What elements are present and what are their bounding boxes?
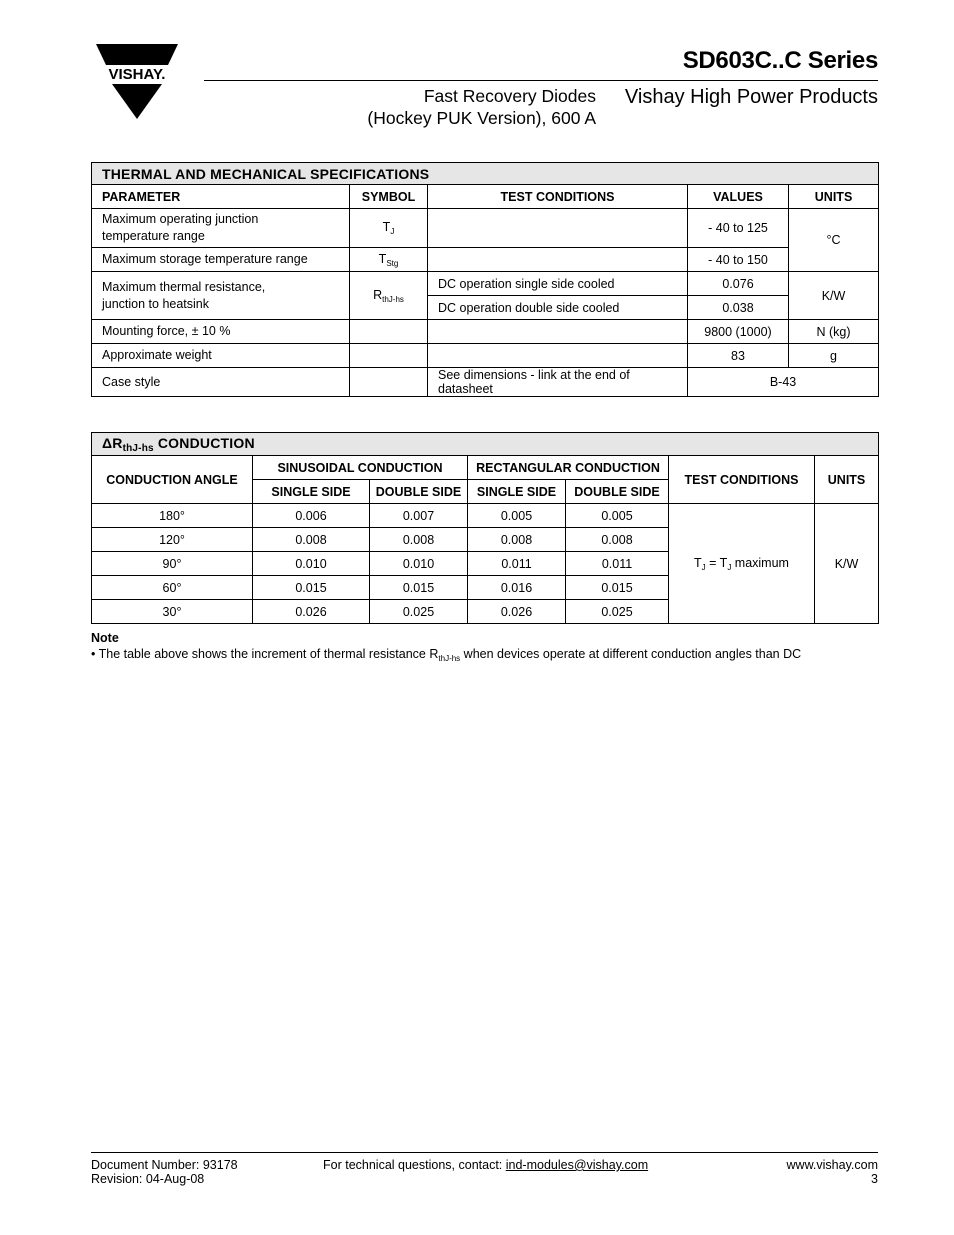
table-row bbox=[92, 504, 879, 528]
value-cell: 0.016 bbox=[468, 576, 566, 600]
param-cell: Case style bbox=[92, 368, 350, 397]
note-heading: Note bbox=[91, 631, 119, 645]
empty-cell bbox=[428, 248, 688, 272]
conduction-table-title bbox=[92, 433, 879, 456]
unit-cell: K/W bbox=[815, 504, 879, 624]
footer-contact bbox=[323, 1158, 648, 1172]
value-cell: 0.026 bbox=[468, 600, 566, 624]
value-cell: 0.005 bbox=[566, 504, 669, 528]
value-cell: 0.076 bbox=[688, 272, 789, 296]
value-cell: 0.025 bbox=[566, 600, 669, 624]
col-sin-single: SINGLE SIDE bbox=[253, 480, 370, 504]
unit-cell: °C bbox=[789, 209, 879, 272]
param-line: temperature range bbox=[102, 229, 205, 243]
symbol-cell bbox=[350, 272, 428, 320]
col-values: VALUES bbox=[688, 185, 789, 209]
footer-rule bbox=[91, 1152, 878, 1153]
note-text bbox=[91, 647, 801, 663]
col-rect-double: DOUBLE SIDE bbox=[566, 480, 669, 504]
angle-cell: 30° bbox=[92, 600, 253, 624]
test-end: maximum bbox=[731, 555, 789, 570]
param-line: Maximum thermal resistance, bbox=[102, 279, 266, 294]
unit-cell: K/W bbox=[789, 272, 879, 320]
symbol-main: R bbox=[373, 287, 383, 302]
test-sub: J bbox=[727, 562, 732, 572]
footer-left bbox=[91, 1158, 238, 1186]
symbol-sub: Stg bbox=[386, 258, 399, 268]
col-rectangular: RECTANGULAR CONDUCTION bbox=[468, 456, 669, 480]
col-conduction-angle: CONDUCTION ANGLE bbox=[92, 456, 253, 504]
thermal-table-title: THERMAL AND MECHANICAL SPECIFICATIONS bbox=[92, 163, 879, 185]
header-rule bbox=[204, 80, 878, 81]
brand-line: Vishay High Power Products bbox=[624, 86, 878, 108]
contact-prefix: For technical questions, contact: bbox=[323, 1158, 506, 1172]
value-cell: 0.015 bbox=[253, 576, 370, 600]
value-cell: 0.038 bbox=[688, 296, 789, 320]
col-sin-double: DOUBLE SIDE bbox=[370, 480, 468, 504]
col-parameter: PARAMETER bbox=[92, 185, 350, 209]
empty-cell bbox=[350, 368, 428, 397]
empty-cell bbox=[350, 344, 428, 368]
value-cell: 0.007 bbox=[370, 504, 468, 528]
note-end: when devices operate at different conduction angles than DC bbox=[460, 647, 802, 661]
title-sub: thJ-hs bbox=[122, 442, 154, 454]
conduction-table bbox=[91, 432, 879, 624]
col-test-conditions: TEST CONDITIONS bbox=[669, 456, 815, 504]
value-cell: 0.008 bbox=[253, 528, 370, 552]
value-cell: 0.011 bbox=[468, 552, 566, 576]
value-cell: 0.026 bbox=[253, 600, 370, 624]
symbol-sub: thJ-hs bbox=[382, 294, 404, 304]
col-rect-single: SINGLE SIDE bbox=[468, 480, 566, 504]
value-cell: 0.005 bbox=[468, 504, 566, 528]
test-sub: J bbox=[701, 562, 706, 572]
angle-cell: 60° bbox=[92, 576, 253, 600]
series-title: SD603C..C Series bbox=[682, 47, 878, 74]
document-number: Document Number: 93178 bbox=[91, 1158, 238, 1172]
value-cell: 0.015 bbox=[566, 576, 669, 600]
subtitle-line-2: (Hockey PUK Version), 600 A bbox=[367, 108, 596, 128]
subtitle-line-1: Fast Recovery Diodes bbox=[423, 86, 596, 106]
param-cell: Maximum storage temperature range bbox=[92, 248, 350, 272]
value-cell: B-43 bbox=[688, 368, 879, 397]
empty-cell bbox=[428, 209, 688, 248]
test-sym: T bbox=[694, 555, 702, 570]
angle-cell: 120° bbox=[92, 528, 253, 552]
col-symbol: SYMBOL bbox=[350, 185, 428, 209]
page-number: 3 bbox=[871, 1172, 878, 1186]
contact-email-link[interactable]: ind-modules@vishay.com bbox=[505, 1158, 649, 1172]
condition-cell: DC operation single side cooled bbox=[428, 272, 688, 296]
param-cell: Approximate weight bbox=[92, 344, 350, 368]
value-cell: 0.008 bbox=[468, 528, 566, 552]
footer-right bbox=[787, 1158, 878, 1186]
title-prefix: ΔR bbox=[102, 434, 123, 451]
col-units: UNITS bbox=[815, 456, 879, 504]
empty-cell bbox=[350, 320, 428, 344]
value-cell: 0.008 bbox=[566, 528, 669, 552]
thermal-mechanical-table bbox=[91, 162, 879, 397]
col-sinusoidal: SINUSOIDAL CONDUCTION bbox=[253, 456, 468, 480]
unit-cell: N (kg) bbox=[789, 320, 879, 344]
param-line: junction to heatsink bbox=[102, 296, 210, 311]
revision: Revision: 04-Aug-08 bbox=[91, 1172, 205, 1186]
table-row bbox=[92, 320, 879, 344]
col-test-conditions: TEST CONDITIONS bbox=[428, 185, 688, 209]
test-mid: = T bbox=[705, 555, 728, 570]
value-cell: - 40 to 125 bbox=[688, 209, 789, 248]
param-cell: Mounting force, ± 10 % bbox=[92, 320, 350, 344]
value-cell: 0.015 bbox=[370, 576, 468, 600]
value-cell: 0.010 bbox=[370, 552, 468, 576]
symbol-cell bbox=[350, 248, 428, 272]
symbol-main: T bbox=[382, 220, 391, 234]
angle-cell: 180° bbox=[92, 504, 253, 528]
table-row bbox=[92, 344, 879, 368]
conduction-header-row bbox=[92, 456, 879, 480]
website-link[interactable]: www.vishay.com bbox=[786, 1158, 878, 1172]
value-cell: 9800 (1000) bbox=[688, 320, 789, 344]
product-subtitle bbox=[330, 85, 596, 129]
logo-text: VISHAY. bbox=[108, 66, 166, 83]
symbol-cell bbox=[350, 209, 428, 248]
empty-cell bbox=[428, 344, 688, 368]
unit-cell: g bbox=[789, 344, 879, 368]
value-cell: 0.025 bbox=[370, 600, 468, 624]
angle-cell: 90° bbox=[92, 552, 253, 576]
table-row bbox=[92, 248, 879, 272]
condition-cell: DC operation double side cooled bbox=[428, 296, 688, 320]
value-cell: 0.010 bbox=[253, 552, 370, 576]
thermal-header-row bbox=[92, 185, 879, 209]
symbol-main: T bbox=[378, 251, 387, 266]
symbol-sub: J bbox=[390, 227, 395, 236]
value-cell: 83 bbox=[688, 344, 789, 368]
vishay-logo bbox=[90, 44, 184, 120]
empty-cell bbox=[428, 320, 688, 344]
param-cell bbox=[92, 272, 350, 320]
value-cell: 0.008 bbox=[370, 528, 468, 552]
value-cell: - 40 to 150 bbox=[688, 248, 789, 272]
note-start: • The table above shows the increment of thermal resistance R bbox=[91, 647, 439, 661]
note-sub: thJ-hs bbox=[438, 654, 461, 663]
col-units: UNITS bbox=[789, 185, 879, 209]
title-suffix: CONDUCTION bbox=[153, 434, 255, 451]
param-cell bbox=[92, 209, 350, 248]
param-line: Maximum operating junction bbox=[102, 212, 259, 226]
condition-cell: See dimensions - link at the end of datasheet bbox=[428, 368, 688, 397]
table-row bbox=[92, 368, 879, 397]
test-condition-cell bbox=[669, 504, 815, 624]
table-row bbox=[92, 272, 879, 296]
table-row bbox=[92, 209, 879, 248]
value-cell: 0.006 bbox=[253, 504, 370, 528]
value-cell: 0.011 bbox=[566, 552, 669, 576]
